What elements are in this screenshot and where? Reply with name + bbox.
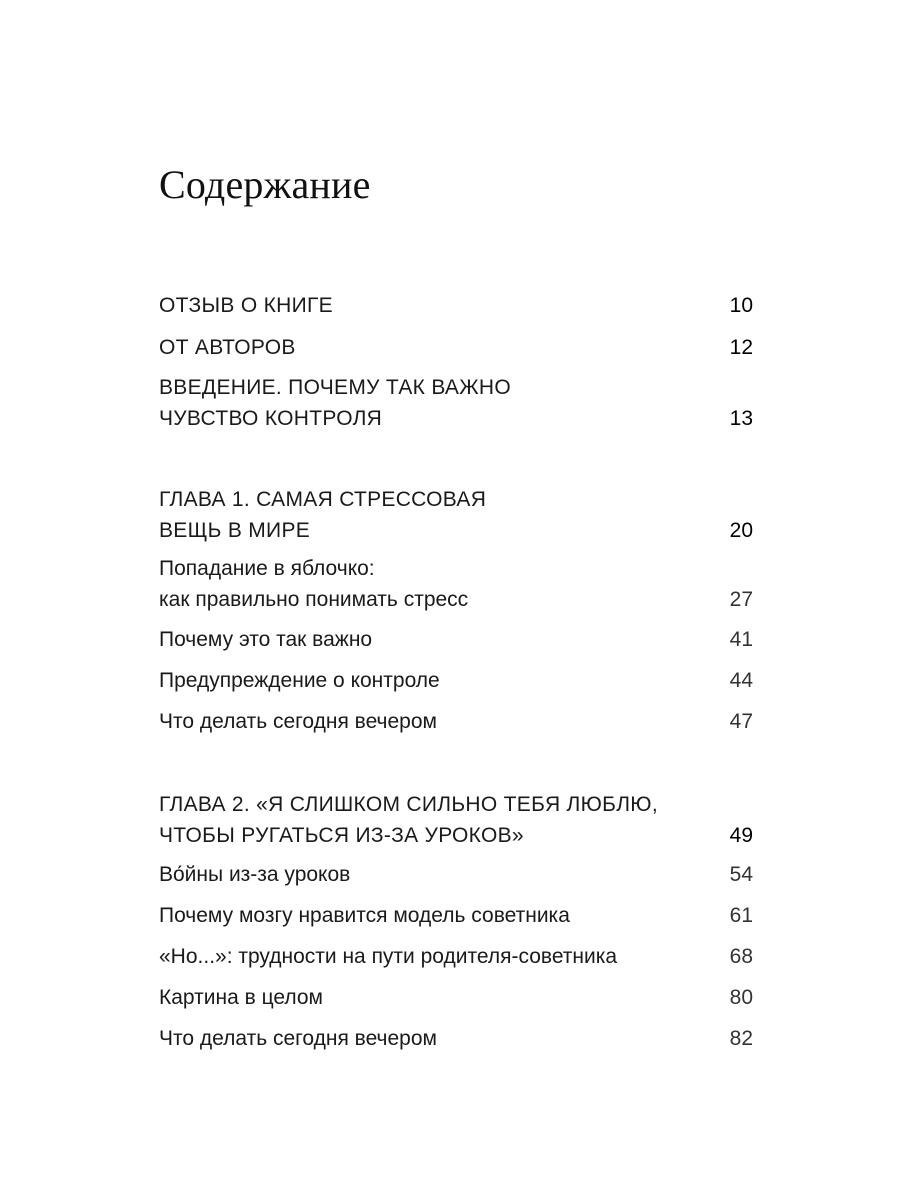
toc-page-number: 20 [729,519,753,542]
toc-page-number: 49 [729,824,753,847]
toc-entry-title: Картина в целом [159,986,323,1009]
toc-entry-title: Что делать сегодня вечером [159,1027,437,1050]
toc-page-number: 10 [729,294,753,317]
toc-entry-title: Почему это так важно [159,628,373,651]
toc-entry-title: ГЛАВА 2. «Я СЛИШКОМ СИЛЬНО ТЕБЯ ЛЮБЛЮ, ЧТОБЫ РУГАТЬСЯ ИЗ-ЗА УРОКОВ» [159,793,658,847]
toc-page-number: 44 [729,669,753,692]
toc-entry-reviews[interactable] [159,290,753,321]
toc-page-number: 27 [729,588,753,611]
toc-page-number: 68 [729,945,753,968]
toc-section[interactable] [159,982,753,1013]
toc-entry-title: «Но...»: трудности на пути родителя-советника [159,945,618,968]
toc-page-number: 80 [729,986,753,1009]
toc-entry-title: Во́йны из-за уроков [159,863,351,886]
toc-entry-title: Предупреждение о контроле [159,669,440,692]
toc-page-number: 12 [729,336,753,359]
toc-page-number: 47 [729,710,753,733]
toc-page-number: 54 [729,863,753,886]
toc-section[interactable] [159,553,753,615]
toc-page-number: 61 [729,904,753,927]
toc-entry-title: Почему мозгу нравится модель советника [159,904,570,927]
toc-entry-introduction[interactable] [159,372,753,434]
toc-section[interactable] [159,900,753,931]
toc-section[interactable] [159,665,753,696]
toc-section[interactable] [159,1023,753,1054]
toc-section[interactable] [159,941,753,972]
toc-chapter-1-heading[interactable] [159,484,753,546]
toc-section[interactable] [159,706,753,737]
toc-page-number: 41 [729,628,753,651]
toc-page-number: 82 [729,1027,753,1050]
toc-section[interactable] [159,859,753,890]
page-title: Содержание [159,162,371,207]
toc-section[interactable] [159,624,753,655]
toc-entry-from-authors[interactable] [159,332,753,363]
toc-entry-title: Попадание в яблочко: как правильно понимать стресс [159,557,469,611]
toc-chapter-2-heading[interactable] [159,789,753,851]
toc-page-number: 13 [729,407,753,430]
toc-entry-title: ОТЗЫВ О КНИГЕ [159,294,333,317]
toc-entry-title: ОТ АВТОРОВ [159,336,296,359]
toc-entry-title: ГЛАВА 1. САМАЯ СТРЕССОВАЯ ВЕЩЬ В МИРЕ [159,488,487,542]
toc-entry-title: Что делать сегодня вечером [159,710,437,733]
toc-entry-title: ВВЕДЕНИЕ. ПОЧЕМУ ТАК ВАЖНО ЧУВСТВО КОНТРОЛЯ [159,376,512,430]
